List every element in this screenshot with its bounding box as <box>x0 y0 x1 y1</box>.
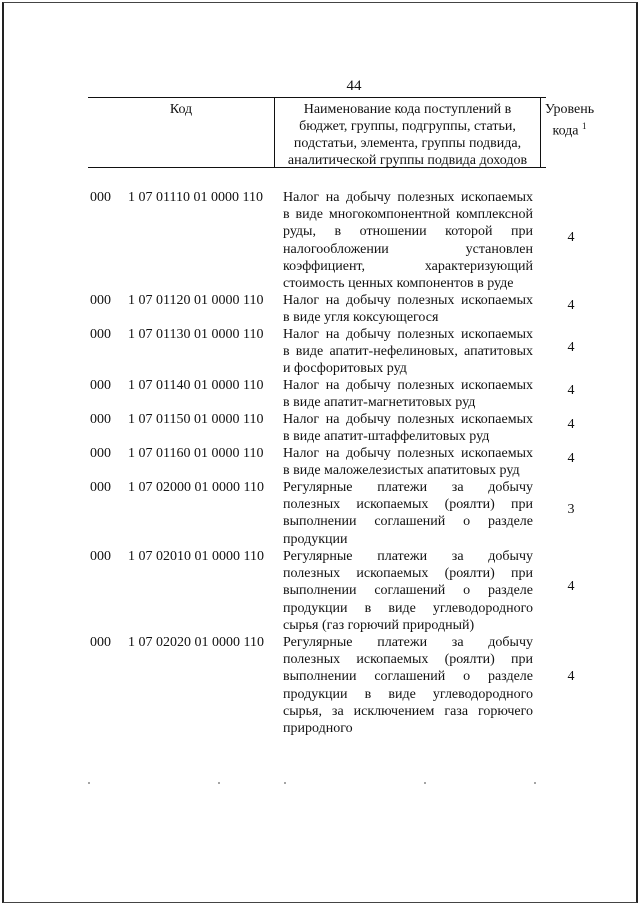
admin-code: 000 <box>90 327 111 342</box>
income-name <box>283 479 533 548</box>
income-name-line: продукции <box>283 531 348 547</box>
income-name-line: в виде апатит-штаффелитовых руд <box>283 429 490 445</box>
income-name-line: Налог на добычу полезных ископаемых <box>283 293 533 308</box>
header-name-line: Наименование кода поступлений в <box>303 102 512 117</box>
income-name <box>283 634 533 737</box>
income-code: 1 07 01160 01 0000 110 <box>128 446 264 461</box>
income-code: 1 07 02020 01 0000 110 <box>128 635 264 650</box>
income-name <box>283 326 533 378</box>
code-level: 4 <box>567 340 575 355</box>
header-name <box>274 98 540 167</box>
income-name-line: сырья, за исключением газа горючего <box>283 703 533 719</box>
page-number: 44 <box>346 78 362 94</box>
code-level: 4 <box>567 669 575 684</box>
income-name-line: руды, в отношении которой при <box>283 224 533 240</box>
income-name-line: полезных ископаемых (роялти) при <box>283 566 533 582</box>
scan-artifacts <box>0 782 640 784</box>
header-level-text: кода <box>552 123 579 139</box>
income-name-line: Регулярные платежи за добычу <box>283 480 533 495</box>
income-name-line: выполнении соглашений о разделе <box>283 669 533 685</box>
income-name-line: Регулярные платежи за добычу <box>283 549 533 564</box>
income-name-line: продукции в виде углеводородного <box>283 686 533 702</box>
admin-code: 000 <box>90 635 111 650</box>
header-name-line: бюджет, группы, подгруппы, статьи, <box>299 119 516 134</box>
income-code: 1 07 02000 01 0000 110 <box>128 480 264 495</box>
income-code: 1 07 01110 01 0000 110 <box>128 190 263 205</box>
income-name-line: сырья (газ горючий природный) <box>283 617 475 633</box>
income-name <box>283 548 533 634</box>
admin-code: 000 <box>90 190 111 205</box>
code-level: 4 <box>567 417 575 432</box>
header-name-line: аналитической группы подвида доходов <box>287 153 528 168</box>
income-name-line: Налог на добычу полезных ископаемых <box>283 327 533 342</box>
income-name-line: стоимость ценных компонентов в руде <box>283 276 514 292</box>
code-level: 4 <box>567 383 575 398</box>
income-code: 1 07 01150 01 0000 110 <box>128 412 264 427</box>
income-name-line: продукции в виде углеводородного <box>283 600 533 616</box>
income-name-line: выполнении соглашений о разделе <box>283 514 533 530</box>
income-name-line: в виде маложелезистых апатитовых руд <box>283 463 520 479</box>
income-name-line: природного <box>283 721 353 737</box>
table-header <box>88 97 595 168</box>
footnote-marker: 1 <box>582 121 587 131</box>
header-level <box>540 98 598 167</box>
admin-code: 000 <box>90 293 111 308</box>
income-code: 1 07 01120 01 0000 110 <box>128 293 264 308</box>
income-name-line: полезных ископаемых (роялти) при <box>283 652 533 668</box>
income-code: 1 07 01140 01 0000 110 <box>128 378 264 393</box>
income-name-line: полезных ископаемых (роялти) при <box>283 497 533 513</box>
admin-code: 000 <box>90 480 111 495</box>
income-name-line: Налог на добычу полезных ископаемых <box>283 412 533 427</box>
admin-code: 000 <box>90 446 111 461</box>
income-name-line: в виде многокомпонентной комплексной <box>283 207 533 223</box>
admin-code: 000 <box>90 549 111 564</box>
code-level: 4 <box>567 451 575 466</box>
code-level: 4 <box>567 298 575 313</box>
income-name-line: выполнении соглашений о разделе <box>283 583 533 599</box>
admin-code: 000 <box>90 378 111 393</box>
header-code: Код <box>169 102 193 117</box>
income-name-line: и фосфоритовых руд <box>283 361 407 377</box>
income-code: 1 07 02010 01 0000 110 <box>128 549 264 564</box>
income-name-line: коэффициент, характеризующий <box>283 258 533 274</box>
code-level: 3 <box>567 502 575 517</box>
code-level: 4 <box>567 230 575 245</box>
income-name-line: в виде угля коксующегося <box>283 310 439 326</box>
income-name-line: Налог на добычу полезных ископаемых <box>283 378 533 393</box>
income-name-line: налогообложении установлен <box>283 241 533 257</box>
income-name-line: в виде апатит-нефелиновых, апатитовых <box>283 344 533 360</box>
code-level: 4 <box>567 579 575 594</box>
header-level-line: Уровень <box>544 102 595 117</box>
header-level-line <box>541 118 598 140</box>
admin-code: 000 <box>90 412 111 427</box>
income-name <box>283 445 533 479</box>
income-code: 1 07 01130 01 0000 110 <box>128 327 264 342</box>
income-name <box>283 189 533 292</box>
income-name-line: Регулярные платежи за добычу <box>283 635 533 650</box>
header-name-line: подстатьи, элемента, группы подвида, <box>293 136 522 151</box>
income-name <box>283 377 533 411</box>
income-name-line: Налог на добычу полезных ископаемых <box>283 446 533 461</box>
income-name-line: в виде апатит-магнетитовых руд <box>283 395 476 411</box>
income-name <box>283 292 533 326</box>
income-name-line: Налог на добычу полезных ископаемых <box>283 190 533 205</box>
income-name <box>283 411 533 445</box>
